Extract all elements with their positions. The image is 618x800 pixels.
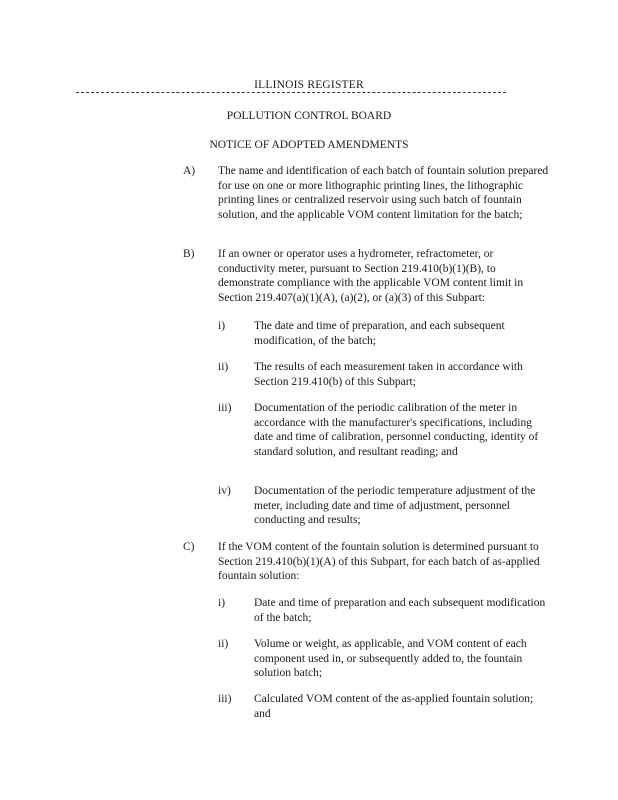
subitem-text: The date and time of preparation, and each subsequent modification, of the batch; [254, 320, 505, 347]
subitem-label: i) [218, 320, 226, 332]
item-text: The name and identification of each batch of fountain solution prepared for use on one or more lithographic printing lines, the lithographic printing lines or centralized reservoir using such batch of fountain solution, and the applicable VOM content limitation for the batch; [218, 165, 549, 221]
register-title [0, 78, 618, 93]
subitem-text: Documentation of the periodic temperature adjustment of the meter, including date and time of adjustment, personnel conducting and results; [254, 485, 536, 527]
subitem-text: The results of each measurement taken in accordance with Section 219.410(b) of this Subpart; [254, 361, 523, 388]
item-label: C) [183, 541, 195, 553]
register-title-text: ILLINOIS REGISTER [248, 79, 370, 91]
item-label: A) [183, 165, 196, 177]
item-text: If an owner or operator uses a hydrometer, refractometer, or conductivity meter, pursuant to Section 219.410(b)(1)(B), to demonstrate compliance with the applicable VOM content limit in Section 219.407(a)(1)(A), (a)(2), or (a)(3) of this Subpart: [218, 248, 524, 304]
board-title: POLLUTION CONTROL BOARD [226, 110, 392, 122]
subitem-label: iii) [218, 693, 232, 705]
item-text: If the VOM content of the fountain solution is determined pursuant to Section 219.410(b)(1)(A) of this Subpart, for each batch of as-applied fountain solution: [218, 541, 540, 583]
subitem-text: Documentation of the periodic calibration of the meter in accordance with the manufacturer's specifications, including date and time of calibration, personnel conducting, identity of standard solution, and resultant reading; and [254, 402, 539, 458]
subitem-label: ii) [218, 361, 229, 373]
item-label: B) [183, 248, 195, 260]
subitem-label: i) [218, 597, 226, 609]
subitem-text: Volume or weight, as applicable, and VOM content of each component used in, or subsequently added to, the fountain solution batch; [254, 638, 527, 680]
subitem-text: Calculated VOM content of the as-applied fountain solution; and [254, 693, 534, 720]
subitem-text: Date and time of preparation and each subsequent modification of the batch; [254, 597, 546, 624]
subitem-label: iv) [218, 485, 231, 497]
subitem-label: ii) [218, 638, 229, 650]
notice-title: NOTICE OF ADOPTED AMENDMENTS [209, 139, 409, 151]
subitem-label: iii) [218, 402, 232, 414]
